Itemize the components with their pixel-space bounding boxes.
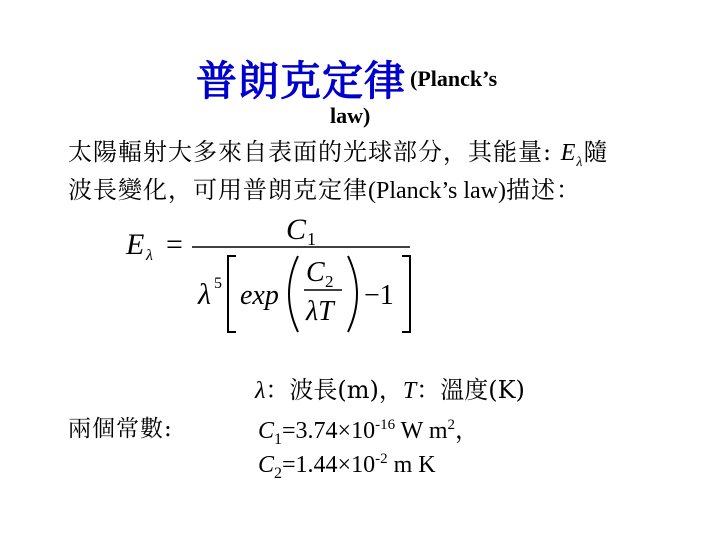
constant-c2	[258, 450, 436, 483]
c2-value: =1.44×10	[282, 452, 376, 478]
c1-unit: W m	[395, 418, 448, 444]
intro-line-1-tail: 隨	[583, 138, 609, 166]
formula-numerator-sub: 1	[307, 229, 316, 249]
inner-denominator: λT	[306, 296, 334, 327]
formula-minus-one: −1	[364, 280, 394, 311]
formula-lhs-sub: λ	[146, 247, 153, 264]
title-english-line2: law)	[330, 103, 371, 128]
c2-unit: m K	[387, 452, 436, 478]
variables-line	[255, 370, 525, 405]
lambda-description: ：波長(m)，	[265, 376, 403, 404]
temperature-description: ：溫度(K)	[416, 376, 525, 404]
title-english-line1: (Planck’s	[410, 66, 498, 91]
intro-line-2-en: (Planck’s law)	[368, 178, 506, 204]
c1-sub: 1	[274, 431, 283, 448]
right-paren	[348, 256, 357, 332]
formula-equals: =	[166, 228, 183, 261]
right-bracket	[402, 256, 410, 332]
energy-symbol-sub: λ	[576, 154, 584, 170]
formula-lambda: λ	[198, 278, 211, 311]
energy-symbol: E	[560, 140, 577, 166]
intro-line-2	[68, 170, 581, 205]
left-paren	[289, 256, 298, 332]
formula-exp-label: exp	[240, 280, 279, 311]
temperature-symbol: T	[402, 378, 417, 404]
inner-numerator-sub: 2	[325, 272, 334, 291]
c2-sub: 2	[274, 465, 283, 482]
intro-line-1-text: 太陽輻射大多來自表面的光球部分，其能量:	[68, 138, 561, 166]
c1-exponent: -16	[375, 417, 396, 433]
c1-unit-exponent: 2	[447, 417, 456, 433]
c1-value: =3.74×10	[282, 418, 376, 444]
title-chinese: 普朗克定律	[196, 57, 406, 105]
intro-line-1	[68, 132, 608, 171]
planck-formula	[120, 212, 430, 342]
constants-label: 兩個常數:	[68, 416, 173, 442]
formula-numerator: C	[286, 213, 307, 246]
c2-exponent: -2	[375, 451, 388, 467]
intro-line-2-zh-a: 波長變化，可用普朗克定律	[68, 176, 368, 204]
lambda-symbol: λ	[255, 378, 266, 404]
intro-line-2-zh-b: 描述：	[505, 176, 581, 204]
c1-tail: ，	[455, 416, 480, 444]
formula-lhs: E	[126, 228, 145, 261]
c1-symbol: C	[258, 418, 275, 444]
left-bracket	[228, 256, 236, 332]
c2-symbol: C	[258, 452, 275, 478]
formula-lambda-exp: 5	[214, 275, 222, 292]
constant-c1	[258, 410, 479, 449]
inner-numerator: C	[306, 257, 325, 288]
